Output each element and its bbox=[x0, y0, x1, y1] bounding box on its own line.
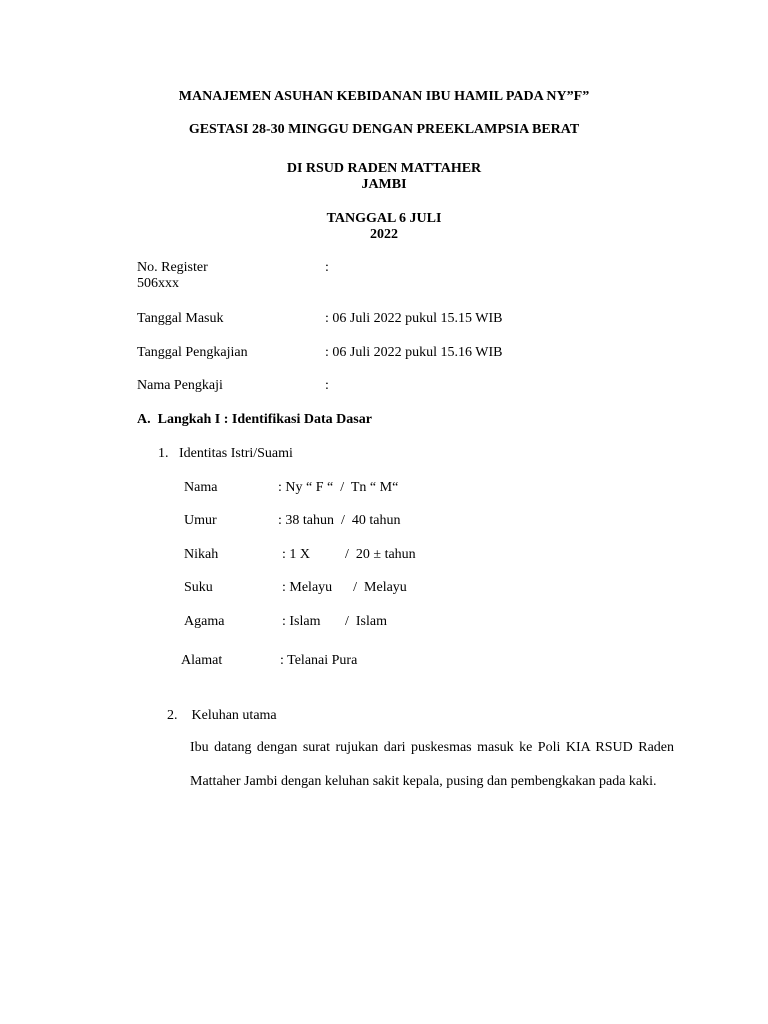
identity-ethnicity-label: Suku bbox=[184, 580, 213, 595]
identity-religion-label: Agama bbox=[184, 614, 225, 629]
title-year: 2022 bbox=[370, 227, 398, 242]
complaint-paragraph: Ibu datang dengan surat rujukan dari puskesmas masuk ke Poli KIA RSUD Raden Mattaher Jambi dengan keluhan sakit kepala, pusing dan pembengkakan pada kaki. bbox=[190, 740, 674, 789]
identity-religion-value: : Islam / Islam bbox=[282, 614, 387, 629]
admission-date-label: Tanggal Masuk bbox=[137, 311, 224, 326]
register-number-label: No. Register bbox=[137, 260, 208, 275]
title-line-2: GESTASI 28-30 MINGGU DENGAN PREEKLAMPSIA BERAT bbox=[188, 122, 580, 137]
identity-marriage-value: : 1 X / 20 ± tahun bbox=[282, 547, 416, 562]
identity-ethnicity-value: : Melayu / Melayu bbox=[282, 580, 407, 595]
assessment-date-label: Tanggal Pengkajian bbox=[137, 345, 248, 360]
list-item-identity: 1. Identitas Istri/Suami bbox=[158, 446, 293, 461]
title-hospital: DI RSUD RADEN MATTAHER bbox=[286, 161, 482, 176]
assessment-date-value: : 06 Juli 2022 pukul 15.16 WIB bbox=[325, 345, 503, 360]
title-date: TANGGAL 6 JULI bbox=[326, 211, 442, 226]
register-number-colon: : bbox=[325, 260, 329, 275]
admission-date-value: : 06 Juli 2022 pukul 15.15 WIB bbox=[325, 311, 503, 326]
assessor-name-label: Nama Pengkaji bbox=[137, 378, 223, 393]
identity-address-label: Alamat bbox=[181, 653, 223, 668]
identity-name-value: : Ny “ F “ / Tn “ M“ bbox=[278, 480, 399, 495]
identity-marriage-label: Nikah bbox=[184, 547, 219, 562]
title-line-1: MANAJEMEN ASUHAN KEBIDANAN IBU HAMIL PADA NY”F” bbox=[178, 89, 590, 104]
section-a-heading: A. Langkah I : Identifikasi Data Dasar bbox=[137, 412, 372, 427]
identity-name-label: Nama bbox=[184, 480, 218, 495]
list-item-complaint: 2. Keluhan utama bbox=[167, 708, 277, 723]
identity-age-label: Umur bbox=[184, 513, 217, 528]
title-city: JAMBI bbox=[361, 177, 407, 192]
register-number-value: 506xxx bbox=[137, 276, 179, 291]
identity-address-value: : Telanai Pura bbox=[280, 653, 358, 668]
identity-age-value: : 38 tahun / 40 tahun bbox=[278, 513, 401, 528]
assessor-name-value: : bbox=[325, 378, 329, 393]
